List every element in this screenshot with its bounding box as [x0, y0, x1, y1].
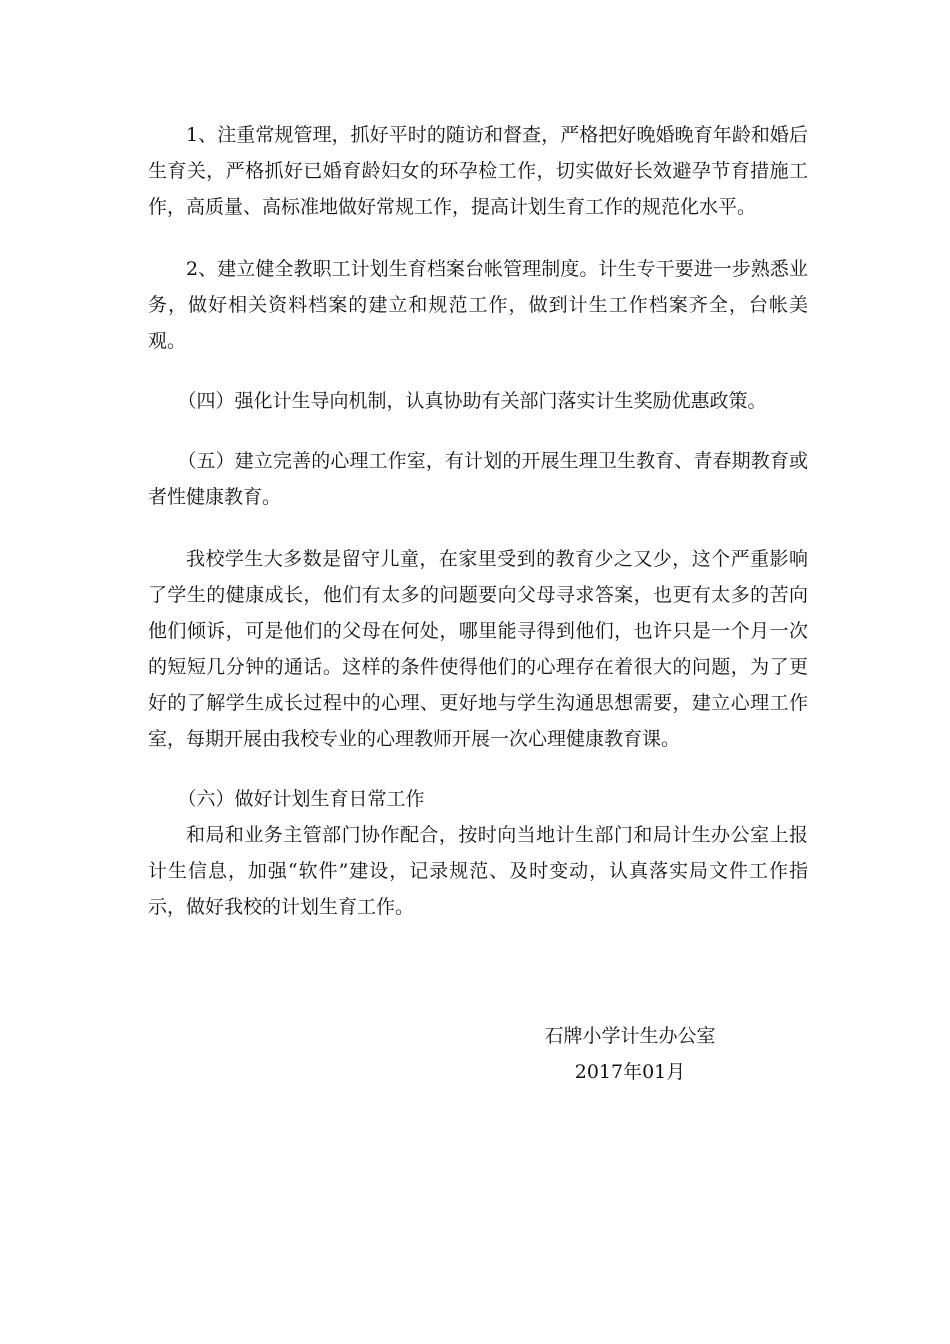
paragraph-6: （六）做好计划生育日常工作 [177, 788, 425, 810]
paragraph-3: （四）强化计生导向机制，认真协助有关部门落实计生奖励优惠政策。 [177, 390, 767, 412]
paragraph-2: 2、建立健全教职工计划生育档案台帐管理制度。计生专干要进一步熟悉业务，做好相关资料档案的建立和规范工作，做到计生工作档案齐全，台帐美观。 [148, 258, 808, 352]
signature-date: 2017年01月 [574, 1061, 686, 1083]
document-body [148, 117, 808, 925]
paragraph-1: 1、注重常规管理，抓好平时的随访和督查，严格把好晚婚晚育年龄和婚后生育关，严格抓好已婚育龄妇女的环孕检工作，切实做好长效避孕节育措施工作，高质量、高标准地做好常规工作，提高计划生育工作的规范化水平。 [148, 124, 808, 218]
signature-office: 石牌小学计生办公室 [544, 1025, 716, 1047]
paragraph-5: 我校学生大多数是留守儿童，在家里受到的教育少之又少，这个严重影响了学生的健康成长，他们有太多的问题要向父母寻求答案，也更有太多的苦向他们倾诉，可是他们的父母在何处，哪里能寻得到他们，也许只是一个月一次的短短几分钟的通话。这样的条件使得他们的心理存在着很大的问题，为了更好的了解学生成长过程中的心理、更好地与学生沟通思想需要，建立心理工作室，每期开展由我校专业的心理教师开展一次心理健康教育课。 [148, 548, 808, 750]
signature-block [520, 1018, 740, 1090]
paragraph-4: （五）建立完善的心理工作室，有计划的开展生理卫生教育、青春期教育或者性健康教育。 [148, 450, 808, 508]
paragraph-7: 和局和业务主管部门协作配合，按时向当地计生部门和局计生办公室上报计生信息，加强“软件”建设，记录规范、及时变动，认真落实局文件工作指示，做好我校的计划生育工作。 [148, 824, 808, 918]
